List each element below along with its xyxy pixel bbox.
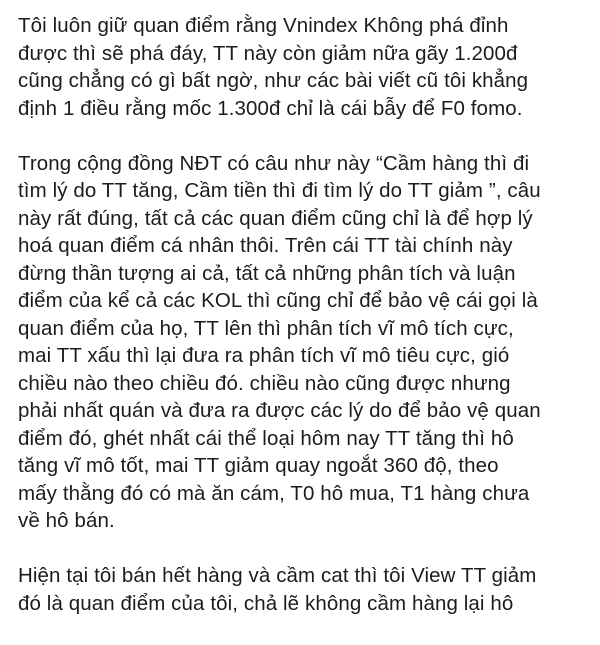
text-line: Tôi luôn giữ quan điểm rằng Vnindex Không phá đỉnh	[18, 14, 509, 37]
text-line: mai TT xấu thì lại đưa ra phân tích vĩ mô tiêu cực, gió	[18, 344, 510, 367]
text-line: Hiện tại tôi bán hết hàng và cầm cat thì tôi View TT giảm	[18, 564, 537, 587]
text-line: định 1 điều rằng mốc 1.300đ chỉ là cái bẫy để F0 fomo.	[18, 96, 523, 120]
text-line: về hô bán.	[18, 509, 115, 532]
paragraph-3	[18, 562, 596, 617]
text-line: tăng vĩ mô tốt, mai TT giảm quay ngoắt 360 độ, theo	[18, 454, 499, 477]
text-line: tìm lý do TT tăng, Cầm tiền thì đi tìm lý do TT giảm ”, câu	[18, 179, 541, 202]
paragraph-2	[18, 150, 596, 535]
text-line: chiều nào theo chiều đó. chiều nào cũng được nhưng	[18, 371, 511, 395]
text-line: mấy thằng đó có mà ăn cám, T0 hô mua, T1 hàng chưa	[18, 481, 530, 505]
text-line: được thì sẽ phá đáy, TT này còn giảm nữa gãy 1.200đ	[18, 41, 518, 65]
post-body-text	[18, 12, 596, 645]
text-line: điểm của kể cả các KOL thì cũng chỉ để bảo vệ cái gọi là	[18, 289, 538, 312]
text-line: này rất đúng, tất cả các quan điểm cũng chỉ là để hợp lý	[18, 206, 533, 230]
text-line: quan điểm của họ, TT lên thì phân tích vĩ mô tích cực,	[18, 316, 514, 340]
text-line: hoá quan điểm cá nhân thôi. Trên cái TT tài chính này	[18, 234, 513, 257]
text-line: đừng thần tượng ai cả, tất cả những phân tích và luận	[18, 261, 516, 285]
text-line: phải nhất quán và đưa ra được các lý do để bảo vệ quan	[18, 399, 541, 422]
paragraph-1	[18, 12, 596, 122]
text-line: Trong cộng đồng NĐT có câu như này “Cầm hàng thì đi	[18, 151, 530, 175]
text-line: điểm đó, ghét nhất cái thể loại hôm nay TT tăng thì hô	[18, 426, 514, 450]
text-line: cũng chẳng có gì bất ngờ, như các bài viết cũ tôi khẳng	[18, 69, 529, 92]
text-line: đó là quan điểm của tôi, chả lẽ không cầm hàng lại hô	[18, 591, 514, 615]
